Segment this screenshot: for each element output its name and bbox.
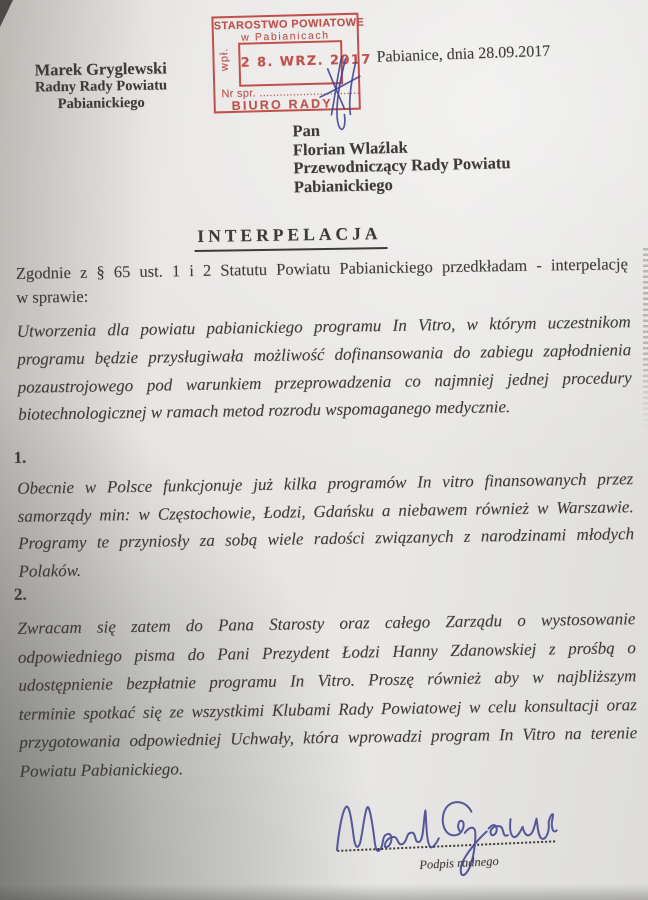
intro-line: Zgodnie z § 65 ust. 1 i 2 Statutu Powiatu Pabianickiego przedkładam - interpelację [15, 254, 628, 283]
recipient-salutation: Pan [292, 120, 321, 141]
subject-line: Utworzenia dla powiatu pabianickiego programu In Vitro, w którym uczestnikom [16, 312, 631, 341]
subject-line: programu będzie przysługiwała możliwość dofinansowania do zabiegu zapłodnienia [17, 339, 632, 369]
stamp-received-label: wpł. [218, 47, 231, 72]
section-1-line: Polaków. [18, 560, 82, 581]
section-2-line: udostępnienie bezpłatnie programu In Vitro. Proszę również aby w najbliższym [18, 666, 637, 695]
section-2-line: Zwracam się zatem do Pana Starosty oraz całego Zarządu o wystosowanie [17, 609, 636, 638]
stamp-case-number: Nr spr. .............................. [221, 84, 361, 101]
recipient-title-2: Pabianickiego [293, 174, 394, 196]
sender-title-2: Pabianickiego [57, 94, 145, 112]
stamp-date: 2 8. WRZ. 2017 [240, 52, 372, 71]
letter-title: INTERPELACJA [194, 223, 388, 252]
recipient-block [292, 117, 511, 196]
section-1-line: Programy te przyniosły za sobą wiele radości związanych z narodzinami młodych [17, 524, 635, 554]
stamp-office-name: STAROSTWO POWIATOWE [213, 16, 365, 33]
subject-line: biotechnologicznej w ramach metod rozrodu wspomaganego medycznie. [17, 397, 511, 425]
section-1-line: samorządy min: w Częstochowie, Łodzi, Gdańsku a niebawem również w Warszawie. [17, 496, 634, 526]
stamp-bureau: BIURO RADY [231, 96, 333, 113]
section-1-paragraph [17, 465, 635, 585]
section-2-line: Powiatu Pabianickiego. [19, 758, 184, 781]
subject-line: pozaustrojowego pod warunkiem przeprowadzenia co najmniej jednej procedury [17, 367, 632, 397]
sender-block [21, 58, 182, 113]
subject-paragraph [17, 308, 633, 429]
recipient-title: Przewodniczący Rady Powiatu [293, 153, 511, 178]
section-1-number: 1. [13, 447, 27, 467]
section-2-line: przygotowania odpowiedniej Uchwały, która wprowadzi program In Vitro na terenie [19, 723, 638, 752]
sender-title: Radny Rady Powiatu [34, 77, 168, 96]
section-2-paragraph [17, 605, 638, 786]
intro-line: w sprawie: [16, 286, 89, 307]
page-edge-perforation [643, 248, 648, 433]
letter-date: Pabianice, dnia 28.09.2017 [376, 42, 551, 66]
section-2-line: odpowiedniego pisma do Pani Prezydent Łodzi Hanny Zdanowskiej z prośbą o [17, 637, 636, 667]
section-2-number: 2. [13, 584, 27, 604]
stamp-office-city: w Pabianicach [241, 29, 330, 44]
signature-handwriting [318, 794, 564, 886]
sender-name: Marek Gryglewski [34, 58, 167, 80]
intro-paragraph [16, 252, 629, 309]
signature-caption: Podpis radnego [418, 853, 500, 872]
section-1-line: Obecnie w Polsce funkcjonuje już kilka programów In vitro finansowanych przez [17, 469, 634, 498]
section-2-line: terminie spotkać się ze wszystkimi Klubami Rady Powiatowej w celu konsultacji oraz [18, 694, 637, 724]
recipient-name: Florian Wlaźlak [292, 137, 408, 159]
